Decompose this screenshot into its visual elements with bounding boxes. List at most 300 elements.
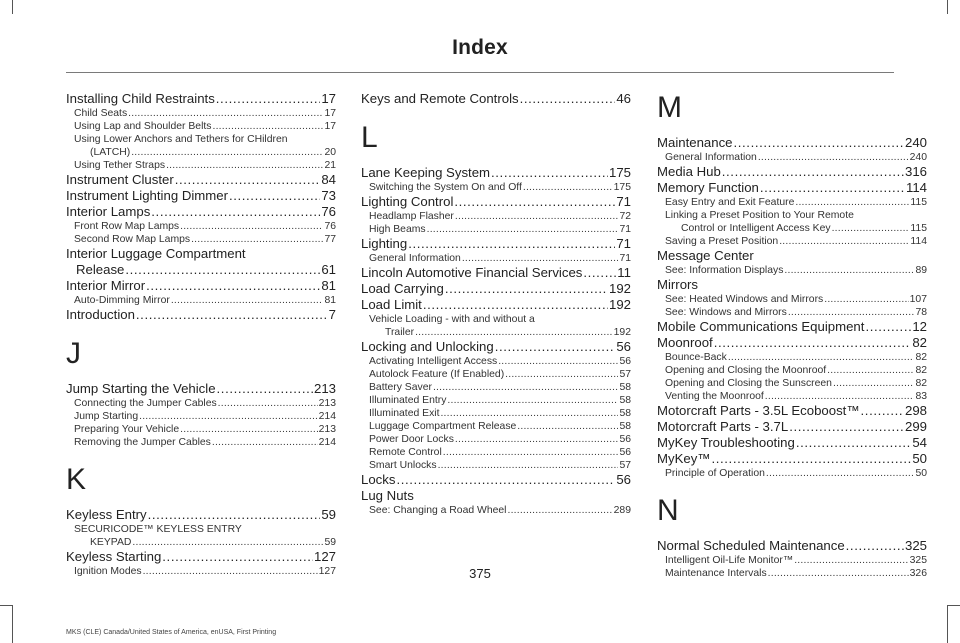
index-subentry[interactable] xyxy=(657,377,927,390)
index-subentry[interactable] xyxy=(657,151,927,164)
dot-leader xyxy=(833,377,914,390)
entry-title: Preparing Your Vehicle xyxy=(74,424,180,435)
index-entry[interactable] xyxy=(657,435,927,451)
entry-page-number: 82 xyxy=(915,352,927,363)
dot-leader xyxy=(229,188,320,204)
crop-mark-bottom-right-h xyxy=(948,605,960,606)
dot-leader xyxy=(861,403,904,419)
entry-title: Motorcraft Parts - 3.5L Ecoboost™ xyxy=(657,403,860,418)
entry-title: Instrument Cluster xyxy=(66,172,174,187)
entry-page-number: 73 xyxy=(321,188,336,203)
entry-page-number: 56 xyxy=(619,447,631,458)
entry-page-number: 115 xyxy=(910,223,927,234)
dot-leader xyxy=(423,297,608,313)
entry-title: Saving a Preset Position xyxy=(665,236,779,247)
index-subentry[interactable] xyxy=(66,410,336,423)
crop-mark-bottom-left-h xyxy=(0,605,12,606)
index-entry[interactable] xyxy=(657,335,927,351)
index-subentry-line[interactable]: Using Lower Anchors and Tethers for CHildren xyxy=(74,134,288,145)
index-entry[interactable] xyxy=(361,472,631,488)
entry-page-number: 71 xyxy=(619,224,631,235)
dot-leader xyxy=(128,107,323,120)
index-entry[interactable] xyxy=(66,204,336,220)
dot-leader xyxy=(438,459,619,472)
entry-page-number: 83 xyxy=(915,391,927,402)
entry-page-number: 17 xyxy=(324,108,336,119)
index-subentry[interactable] xyxy=(361,326,631,339)
entry-title: Venting the Moonroof xyxy=(665,391,764,402)
dot-leader xyxy=(396,472,615,488)
entry-page-number: 192 xyxy=(608,281,631,296)
index-subentry[interactable] xyxy=(361,433,631,446)
entry-title: Release xyxy=(76,262,125,277)
index-entry[interactable] xyxy=(657,451,927,467)
dot-leader xyxy=(415,326,613,339)
index-subentry-line[interactable]: Linking a Preset Position to Your Remote xyxy=(665,210,854,221)
index-subentry[interactable] xyxy=(657,306,927,319)
dot-leader xyxy=(498,355,618,368)
entry-title: See: Windows and Mirrors xyxy=(665,307,787,318)
entry-title: General Information xyxy=(369,253,461,264)
entry-page-number: 58 xyxy=(619,421,631,432)
entry-page-number: 57 xyxy=(619,369,631,380)
entry-page-number: 61 xyxy=(321,262,336,277)
index-subentry[interactable] xyxy=(657,222,927,235)
entry-title: Installing Child Restraints xyxy=(66,91,215,106)
entry-page-number: 82 xyxy=(912,335,927,350)
entry-title: High Beams xyxy=(369,224,426,235)
index-entry[interactable] xyxy=(66,188,336,204)
index-entry-heading[interactable]: Mirrors xyxy=(657,277,699,292)
dot-leader xyxy=(212,436,318,449)
entry-page-number: 59 xyxy=(324,537,336,548)
dot-leader xyxy=(734,135,904,151)
index-subentry[interactable] xyxy=(66,233,336,246)
entry-page-number: 50 xyxy=(915,468,927,479)
entry-page-number: 71 xyxy=(616,194,631,209)
dot-leader xyxy=(139,410,318,423)
index-subentry[interactable] xyxy=(66,436,336,449)
index-entry[interactable] xyxy=(657,135,927,151)
dot-leader xyxy=(824,293,908,306)
entry-title: Lane Keeping System xyxy=(361,165,491,180)
dot-leader xyxy=(131,146,323,159)
entry-title: Interior Mirror xyxy=(66,278,146,293)
dot-leader xyxy=(445,281,608,297)
entry-page-number: 213 xyxy=(313,381,336,396)
index-entry[interactable] xyxy=(361,91,631,107)
entry-title: Opening and Closing the Sunscreen xyxy=(665,378,832,389)
footer-print-info: MKS (CLE) Canada/United States of America, enUSA, First Printing xyxy=(66,629,277,636)
index-entry[interactable] xyxy=(66,381,336,397)
entry-title: Second Row Map Lamps xyxy=(74,234,191,245)
index-subentry[interactable] xyxy=(66,423,336,436)
index-entry[interactable] xyxy=(657,403,927,419)
entry-title: Illuminated Entry xyxy=(369,395,447,406)
entry-title: Maintenance Intervals xyxy=(665,568,767,579)
index-entry[interactable] xyxy=(361,281,631,297)
index-entry-heading[interactable]: Interior Luggage Compartment xyxy=(66,246,246,261)
entry-page-number: 240 xyxy=(904,135,927,150)
index-subentry[interactable] xyxy=(657,264,927,277)
entry-title: Mobile Communications Equipment xyxy=(657,319,865,334)
index-subentry[interactable] xyxy=(361,394,631,407)
index-entry[interactable] xyxy=(361,297,631,313)
index-entry[interactable] xyxy=(66,278,336,294)
index-column-1 xyxy=(66,91,336,578)
dot-leader xyxy=(180,423,318,436)
entry-page-number: 325 xyxy=(909,555,927,566)
dot-leader xyxy=(758,151,909,164)
entry-title: Lighting Control xyxy=(361,194,454,209)
entry-page-number: 316 xyxy=(904,164,927,179)
dot-leader xyxy=(517,420,618,433)
entry-page-number: 192 xyxy=(608,297,631,312)
entry-title: Media Hub xyxy=(657,164,721,179)
entry-page-number: 81 xyxy=(321,278,336,293)
entry-page-number: 77 xyxy=(324,234,336,245)
page-title: Index xyxy=(452,36,508,59)
dot-leader xyxy=(455,433,619,446)
index-subentry[interactable] xyxy=(66,397,336,410)
dot-leader xyxy=(766,467,915,480)
dot-leader xyxy=(722,164,904,180)
index-entry[interactable] xyxy=(361,265,631,281)
entry-page-number: 58 xyxy=(619,382,631,393)
entry-title: Motorcraft Parts - 3.7L xyxy=(657,419,789,434)
entry-title: Instrument Lighting Dimmer xyxy=(66,188,228,203)
entry-page-number: 11 xyxy=(617,265,631,280)
dot-leader xyxy=(779,235,909,248)
dot-leader xyxy=(151,204,320,220)
index-subentry[interactable] xyxy=(657,235,927,248)
entry-page-number: 56 xyxy=(619,434,631,445)
dot-leader xyxy=(784,264,914,277)
index-subentry[interactable] xyxy=(657,364,927,377)
entry-title: Principle of Operation xyxy=(665,468,765,479)
dot-leader xyxy=(162,549,313,565)
dot-leader xyxy=(180,220,323,233)
index-subentry[interactable] xyxy=(361,368,631,381)
entry-title: MyKey Troubleshooting xyxy=(657,435,795,450)
dot-leader xyxy=(132,536,323,549)
dot-leader xyxy=(427,223,619,236)
index-subentry[interactable] xyxy=(66,536,336,549)
index-entry[interactable] xyxy=(657,538,927,554)
entry-title: Keys and Remote Controls xyxy=(361,91,519,106)
dot-leader xyxy=(507,504,612,517)
entry-page-number: 72 xyxy=(619,211,631,222)
entry-page-number: 12 xyxy=(912,319,927,334)
dot-leader xyxy=(166,159,323,172)
index-subentry[interactable] xyxy=(657,196,927,209)
entry-title: Bounce-Back xyxy=(665,352,727,363)
entry-title: Battery Saver xyxy=(369,382,432,393)
entry-title: See: Information Displays xyxy=(665,265,784,276)
entry-title: Load Carrying xyxy=(361,281,444,296)
index-entry[interactable] xyxy=(361,165,631,181)
index-entry[interactable] xyxy=(361,194,631,210)
index-subentry[interactable] xyxy=(361,355,631,368)
index-subentry[interactable] xyxy=(657,351,927,364)
entry-page-number: 71 xyxy=(616,236,631,251)
dot-leader xyxy=(433,381,618,394)
dot-leader xyxy=(462,252,619,265)
entry-title: Autolock Feature (If Enabled) xyxy=(369,369,505,380)
dot-leader xyxy=(505,368,618,381)
entry-title: Opening and Closing the Moonroof xyxy=(665,365,827,376)
index-subentry[interactable] xyxy=(657,467,927,480)
entry-page-number: 84 xyxy=(321,172,336,187)
entry-page-number: 213 xyxy=(318,424,336,435)
entry-title: Keyless Starting xyxy=(66,549,162,564)
dot-leader xyxy=(714,335,912,351)
dot-leader xyxy=(712,451,912,467)
index-subentry[interactable] xyxy=(361,223,631,236)
entry-page-number: 57 xyxy=(619,460,631,471)
entry-title: Memory Function xyxy=(657,180,759,195)
dot-leader xyxy=(171,294,324,307)
entry-page-number: 78 xyxy=(915,307,927,318)
entry-page-number: 58 xyxy=(619,408,631,419)
entry-page-number: 56 xyxy=(619,356,631,367)
entry-page-number: 46 xyxy=(616,91,631,106)
index-subentry[interactable] xyxy=(657,293,927,306)
entry-title: Easy Entry and Exit Feature xyxy=(665,197,795,208)
index-column-2 xyxy=(361,91,631,517)
dot-leader xyxy=(146,278,320,294)
dot-leader xyxy=(443,446,619,459)
index-subentry[interactable] xyxy=(657,390,927,403)
dot-leader xyxy=(440,407,618,420)
index-subentry[interactable] xyxy=(361,381,631,394)
index-subentry-line[interactable]: SECURICODE™ KEYLESS ENTRY xyxy=(74,524,242,535)
crop-mark-bottom-right xyxy=(947,605,948,643)
entry-title: MyKey™ xyxy=(657,451,711,466)
index-entry[interactable] xyxy=(66,172,336,188)
entry-title: Switching the System On and Off xyxy=(369,182,522,193)
entry-page-number: 89 xyxy=(915,265,927,276)
index-subentry[interactable] xyxy=(66,146,336,159)
dot-leader xyxy=(175,172,321,188)
index-subentry[interactable] xyxy=(361,252,631,265)
dot-leader xyxy=(212,120,323,133)
entry-page-number: 175 xyxy=(613,182,631,193)
entry-title: Trailer xyxy=(385,327,415,338)
index-entry[interactable] xyxy=(66,549,336,565)
entry-page-number: 298 xyxy=(904,403,927,418)
entry-page-number: 58 xyxy=(619,395,631,406)
dot-leader xyxy=(216,91,321,107)
index-subentry[interactable] xyxy=(361,210,631,223)
dot-leader xyxy=(520,91,616,107)
dot-leader xyxy=(191,233,323,246)
dot-leader xyxy=(148,507,321,523)
entry-page-number: 82 xyxy=(915,365,927,376)
entry-page-number: 127 xyxy=(313,549,336,564)
index-entry[interactable] xyxy=(66,262,336,278)
index-entry[interactable] xyxy=(66,507,336,523)
entry-page-number: 299 xyxy=(904,419,927,434)
entry-title: Control or Intelligent Access Key xyxy=(681,223,831,234)
index-subentry[interactable] xyxy=(66,220,336,233)
entry-title: Activating Intelligent Access xyxy=(369,356,498,367)
dot-leader xyxy=(455,210,619,223)
entry-page-number: 214 xyxy=(318,411,336,422)
entry-page-number: 192 xyxy=(613,327,631,338)
entry-page-number: 56 xyxy=(616,339,631,354)
entry-page-number: 81 xyxy=(324,295,336,306)
entry-title: Smart Unlocks xyxy=(369,460,437,471)
entry-page-number: 240 xyxy=(909,152,927,163)
entry-title: Using Tether Straps xyxy=(74,160,166,171)
index-entry[interactable] xyxy=(657,419,927,435)
entry-page-number: 76 xyxy=(321,204,336,219)
dot-leader xyxy=(454,194,615,210)
index-entry[interactable] xyxy=(361,339,631,355)
entry-title: Connecting the Jumper Cables xyxy=(74,398,217,409)
entry-page-number: 127 xyxy=(318,566,336,577)
entry-title: Headlamp Flasher xyxy=(369,211,454,222)
entry-title: Lincoln Automotive Financial Services xyxy=(361,265,583,280)
entry-title: Power Door Locks xyxy=(369,434,454,445)
entry-title: Illuminated Exit xyxy=(369,408,440,419)
entry-page-number: 21 xyxy=(324,160,336,171)
entry-page-number: 114 xyxy=(905,180,927,195)
index-subentry-line[interactable]: Vehicle Loading - with and without a xyxy=(369,314,535,325)
entry-page-number: 54 xyxy=(912,435,927,450)
entry-title: Child Seats xyxy=(74,108,128,119)
entry-page-number: 214 xyxy=(318,437,336,448)
entry-page-number: 17 xyxy=(321,91,336,106)
entry-title: Ignition Modes xyxy=(74,566,142,577)
entry-page-number: 107 xyxy=(909,294,927,305)
entry-title: Removing the Jumper Cables xyxy=(74,437,211,448)
section-letter: K xyxy=(66,463,87,496)
section-letter: L xyxy=(361,121,378,154)
index-subentry[interactable] xyxy=(361,459,631,472)
index-subentry[interactable] xyxy=(66,294,336,307)
index-subentry[interactable] xyxy=(361,407,631,420)
dot-leader xyxy=(846,538,904,554)
entry-title: Luggage Compartment Release xyxy=(369,421,517,432)
entry-page-number: 71 xyxy=(619,253,631,264)
index-entry-heading[interactable]: Message Center xyxy=(657,248,754,263)
dot-leader xyxy=(495,339,616,355)
entry-page-number: 76 xyxy=(324,221,336,232)
entry-page-number: 115 xyxy=(910,197,927,208)
entry-page-number: 17 xyxy=(324,121,336,132)
dot-leader xyxy=(218,397,318,410)
index-subentry[interactable] xyxy=(361,446,631,459)
crop-mark-top-left xyxy=(12,0,13,14)
page-number: 375 xyxy=(469,566,491,581)
entry-title: (LATCH) xyxy=(90,147,131,158)
header-divider xyxy=(66,72,894,73)
entry-page-number: 59 xyxy=(321,507,336,522)
entry-title: Normal Scheduled Maintenance xyxy=(657,538,845,553)
dot-leader xyxy=(865,319,911,335)
dot-leader xyxy=(827,364,914,377)
entry-title: Intelligent Oil-Life Monitor™ xyxy=(665,555,794,566)
crop-mark-bottom-left xyxy=(12,605,13,643)
entry-title: Load Limit xyxy=(361,297,422,312)
entry-page-number: 56 xyxy=(616,472,631,487)
entry-page-number: 175 xyxy=(608,165,631,180)
entry-page-number: 289 xyxy=(613,505,631,516)
index-entry[interactable] xyxy=(657,164,927,180)
entry-page-number: 326 xyxy=(909,568,927,579)
entry-title: Jump Starting the Vehicle xyxy=(66,381,216,396)
dot-leader xyxy=(728,351,915,364)
index-entry-heading[interactable]: Lug Nuts xyxy=(361,488,414,503)
dot-leader xyxy=(125,262,320,278)
dot-leader xyxy=(447,394,618,407)
dot-leader xyxy=(136,307,328,323)
entry-title: See: Changing a Road Wheel xyxy=(369,505,507,516)
index-subentry[interactable] xyxy=(361,420,631,433)
index-subentry[interactable] xyxy=(66,159,336,172)
entry-title: Locking and Unlocking xyxy=(361,339,494,354)
dot-leader xyxy=(760,180,905,196)
entry-title: Locks xyxy=(361,472,396,487)
entry-title: Front Row Map Lamps xyxy=(74,221,180,232)
section-letter: J xyxy=(66,337,81,370)
index-entry[interactable] xyxy=(657,180,927,196)
entry-page-number: 82 xyxy=(915,378,927,389)
dot-leader xyxy=(217,381,313,397)
dot-leader xyxy=(491,165,608,181)
entry-title: Using Lap and Shoulder Belts xyxy=(74,121,212,132)
index-entry[interactable] xyxy=(361,236,631,252)
dot-leader xyxy=(765,390,915,403)
section-letter: M xyxy=(657,91,682,124)
index-subentry[interactable] xyxy=(66,107,336,120)
entry-title: Auto-Dimming Mirror xyxy=(74,295,170,306)
entry-title: Keyless Entry xyxy=(66,507,147,522)
entry-page-number: 7 xyxy=(328,307,336,322)
entry-title: Moonroof xyxy=(657,335,713,350)
index-entry[interactable] xyxy=(657,319,927,335)
section-letter: N xyxy=(657,494,679,527)
entry-title: Lighting xyxy=(361,236,408,251)
entry-title: Maintenance xyxy=(657,135,733,150)
entry-title: General Information xyxy=(665,152,757,163)
index-entry[interactable] xyxy=(66,307,336,323)
index-column-3 xyxy=(657,91,927,580)
dot-leader xyxy=(832,222,910,235)
entry-title: See: Heated Windows and Mirrors xyxy=(665,294,824,305)
dot-leader xyxy=(583,265,616,281)
entry-page-number: 50 xyxy=(912,451,927,466)
entry-page-number: 20 xyxy=(324,147,336,158)
entry-title: Introduction xyxy=(66,307,135,322)
dot-leader xyxy=(408,236,615,252)
entry-page-number: 325 xyxy=(904,538,927,553)
entry-title: KEYPAD xyxy=(90,537,132,548)
index-subentry[interactable] xyxy=(361,181,631,194)
entry-page-number: 114 xyxy=(910,236,927,247)
index-subentry[interactable] xyxy=(361,504,631,517)
entry-page-number: 213 xyxy=(318,398,336,409)
entry-title: Interior Lamps xyxy=(66,204,151,219)
index-subentry[interactable] xyxy=(66,120,336,133)
entry-title: Jump Starting xyxy=(74,411,139,422)
dot-leader xyxy=(795,196,909,209)
dot-leader xyxy=(796,435,912,451)
index-entry[interactable] xyxy=(66,91,336,107)
entry-title: Remote Control xyxy=(369,447,442,458)
